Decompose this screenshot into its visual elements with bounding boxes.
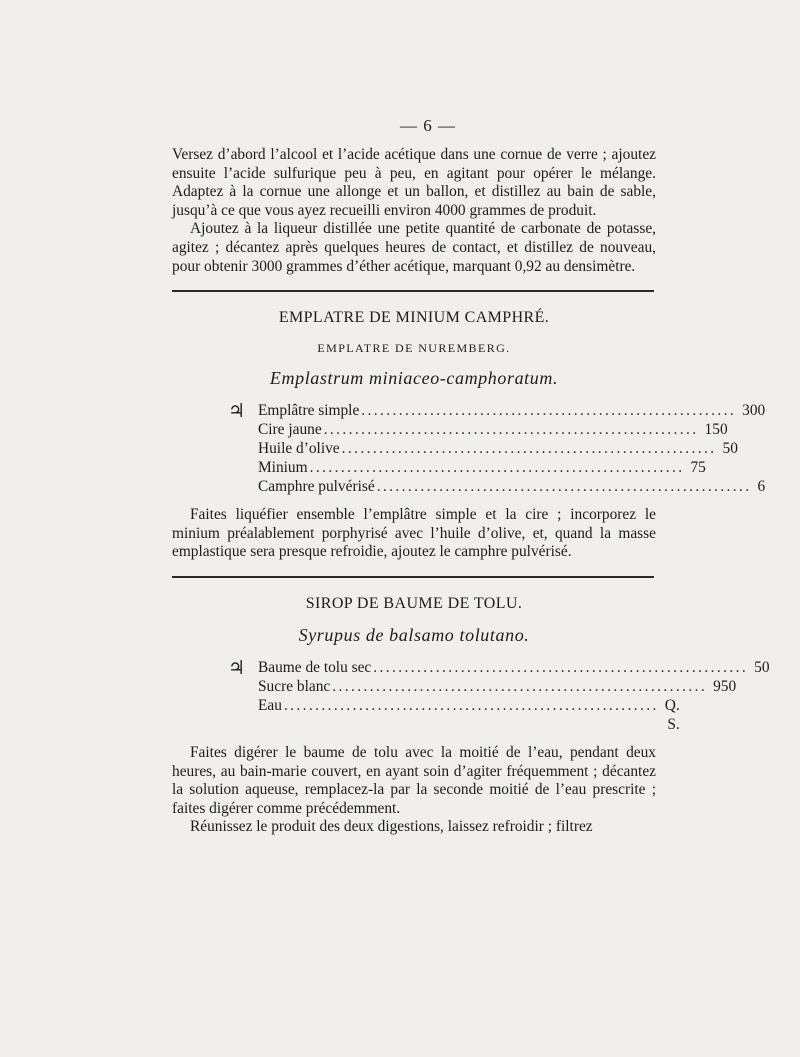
leader-dots: ............................................................: [323, 421, 699, 439]
ingredient-row: [258, 401, 766, 420]
leader-dots: ............................................................: [361, 402, 737, 420]
leader-dots: ............................................................: [376, 478, 752, 496]
leader-dots: ............................................................: [341, 440, 717, 458]
ingredient-name: Cire jaune: [258, 421, 322, 439]
ingredient-row: [258, 458, 706, 477]
section-divider: [172, 290, 654, 292]
document-page: [172, 116, 770, 837]
recipe-section-emplatre: [172, 309, 766, 562]
recipe-section-sirop: [172, 594, 770, 837]
ingredient-name: Eau: [258, 696, 282, 714]
leader-dots: ............................................................: [309, 459, 685, 477]
ingredient-name: Sucre blanc: [258, 677, 331, 695]
section-title: EMPLATRE DE MINIUM CAMPHRÉ.: [278, 309, 550, 327]
latin-name: Syrupus de balsamo tolutano.: [298, 624, 530, 645]
recipe-symbol-icon: ♃: [228, 401, 246, 423]
instructions-paragraph: Faites digérer le baume de tolu avec la moitié de l’eau, pendant deux heures, au bain-marie couvert, en ayant soin d’agiter fréquemment ; décantez la solution aqueuse, remplacez-la par la seconde moitié de l’eau prescrite ; faites digérer comme précédemment.: [172, 743, 656, 817]
ingredient-row: [258, 658, 770, 677]
ingredient-name: Minium: [258, 459, 308, 477]
ingredient-quantity: 75: [690, 459, 706, 477]
ingredient-list: [172, 401, 766, 496]
ingredient-quantity: 300: [742, 402, 766, 420]
section-divider: [172, 576, 654, 578]
page-number: — 6 —: [400, 116, 456, 135]
ingredient-name: Huile d’olive: [258, 440, 340, 458]
ingredient-row: [258, 677, 737, 696]
ingredient-row: [258, 439, 738, 458]
leader-dots: ............................................................: [332, 677, 708, 695]
section-title: SIROP DE BAUME DE TOLU.: [305, 594, 523, 612]
latin-name: Emplastrum miniaceo-camphoratum.: [269, 368, 559, 389]
ingredient-name: Baume de tolu sec: [258, 658, 372, 676]
ingredient-quantity: 950: [713, 677, 737, 695]
recipe-symbol-icon: ♃: [228, 657, 246, 679]
ingredient-row: [258, 477, 766, 496]
ingredient-name: Emplâtre simple: [258, 402, 360, 420]
ingredient-quantity: 50: [754, 658, 770, 676]
ingredient-quantity: 6: [757, 478, 766, 496]
section-subtitle: EMPLATRE DE NUREMBERG.: [317, 341, 511, 356]
ingredient-quantity: Q. S.: [664, 696, 680, 733]
ingredient-list: [172, 657, 770, 734]
ingredient-quantity: 50: [722, 440, 738, 458]
ingredient-name: Camphre pulvérisé: [258, 478, 375, 496]
leader-dots: ............................................................: [283, 696, 659, 714]
instructions-paragraph: Faites liquéfier ensemble l’emplâtre simple et la cire ; incorporez le minium préalablement porphyrisé avec l’huile d’olive, et, quand la masse emplastique sera presque refroidie, ajoutez le camphre pulvérisé.: [172, 506, 656, 561]
intro-paragraph-1: Versez d’abord l’alcool et l’acide acétique dans une cornue de verre ; ajoutez ensuite l’acide sulfurique peu à peu, en agitant pour opérer le mélange. Adaptez à la cornue une allonge et un ballon, et distillez au bain de sable, jusqu’à ce que vous ayez recueilli environ 4000 grammes de produit.: [172, 146, 656, 219]
ingredient-row: [258, 696, 680, 734]
leader-dots: ............................................................: [373, 658, 749, 676]
intro-paragraph-2: Ajoutez à la liqueur distillée une petite quantité de carbonate de potasse, agitez ; décantez après quelques heures de contact, et distillez de nouveau, pour obtenir 3000 grammes d’éther acétique, marquant 0,92 au densimètre.: [172, 220, 656, 275]
ingredient-quantity: 150: [704, 421, 728, 439]
final-line: Réunissez le produit des deux digestions, laissez refroidir ; filtrez: [190, 818, 593, 836]
ingredient-row: [258, 420, 728, 439]
